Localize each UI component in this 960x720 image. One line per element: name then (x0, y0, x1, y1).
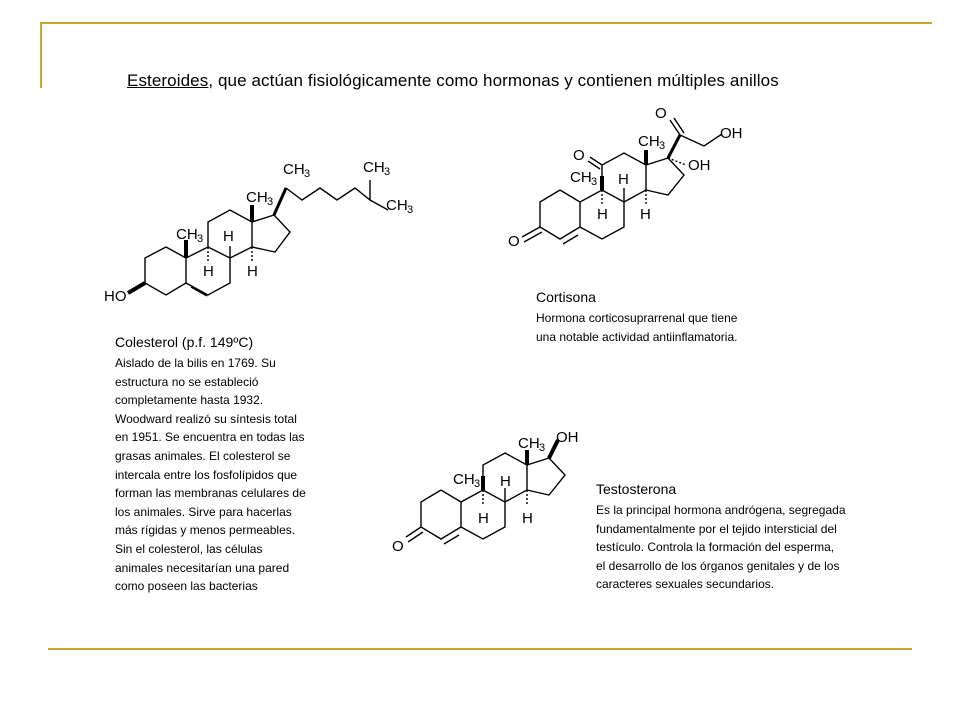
cortisone-ch3-a-label: CH (638, 133, 660, 150)
cortisone-oh-17-label: OH (688, 157, 711, 174)
testosterone-ch3-a-label: CH (518, 435, 540, 452)
testosterone-description: Es la principal hormona andrógena, segregada fundamentalmente por el tejido intersticial del testículo. Controla la formación del esperma, el desarrollo de los órganos genitales y de los caracteres sexuales secundarios. (596, 503, 846, 592)
cortisone-oh-21-label: OH (720, 125, 743, 142)
cholesterol-ch3-d-subscript: 3 (384, 166, 391, 178)
testosterone-caption (596, 481, 846, 594)
testosterone-h-b-label: H (478, 510, 489, 527)
testosterone-ch3-a-subscript: 3 (539, 442, 546, 454)
cholesterol-name: Colesterol (p.f. 149ºC) (115, 334, 254, 350)
cholesterol-ch3-e-subscript: 3 (407, 204, 414, 216)
cholesterol-ch3-b-subscript: 3 (267, 196, 274, 208)
cortisone-h-c-label: H (640, 206, 651, 223)
cholesterol-ch3-a-subscript: 3 (197, 233, 204, 245)
cortisone-h-a-label: H (618, 171, 629, 188)
testosterone-oh-label: OH (556, 429, 579, 446)
testosterone-h-a-label: H (500, 473, 511, 490)
testosterone-h-c-label: H (522, 510, 533, 527)
cholesterol-ch3-e-label: CH (386, 197, 408, 214)
cortisone-ch3-a-subscript: 3 (659, 140, 666, 152)
cortisone-ch3-b-subscript: 3 (591, 176, 598, 188)
cholesterol-ch3-b-label: CH (246, 189, 268, 206)
cholesterol-ch3-a-label: CH (176, 226, 198, 243)
cortisone-description: Hormona corticosuprarrenal que tiene una notable actividad antiinflamatoria. (536, 311, 738, 344)
testosterone-o-label: O (392, 538, 404, 555)
cholesterol-ch3-c-label: CH (283, 161, 305, 178)
cortisone-o-11-label: O (573, 147, 585, 164)
cholesterol-ho-label: HO (104, 288, 127, 305)
title-rest: , que actúan fisiológicamente como hormonas y contienen múltiples anillos (208, 71, 779, 90)
cortisone-name: Cortisona (536, 289, 596, 305)
title-underlined-word: Esteroides (127, 71, 209, 90)
cholesterol-h-c-label: H (247, 263, 258, 280)
cholesterol-ch3-d-label: CH (363, 159, 385, 176)
cholesterol-h-a-label: H (223, 228, 234, 245)
cholesterol-h-b-label: H (203, 263, 214, 280)
cholesterol-description: Aislado de la bilis en 1769. Su estructura no se estableció completamente hasta 1932. Woodward realizó su síntesis total en 1951. Se encuentra en todas las grasas animales. El colesterol se intercala entre los fosfolípidos que forman las membranas celulares de los animales. Sirve para hacerlas más rígidas y menos permeables. Sin el colesterol, las células animales necesitarían una pared como poseen las bacterias (115, 356, 306, 594)
testosterone-ch3-b-label: CH (453, 471, 475, 488)
cortisone-o-3-label: O (508, 233, 520, 250)
cortisone-ch3-b-label: CH (570, 169, 592, 186)
cortisone-h-b-label: H (597, 206, 608, 223)
testosterone-ch3-b-subscript: 3 (474, 478, 481, 490)
cortisone-caption (536, 289, 746, 346)
testosterone-name: Testosterona (596, 481, 677, 497)
cortisone-o-20-label: O (655, 105, 667, 122)
cholesterol-ch3-c-subscript: 3 (304, 168, 311, 180)
cholesterol-caption (115, 334, 307, 596)
